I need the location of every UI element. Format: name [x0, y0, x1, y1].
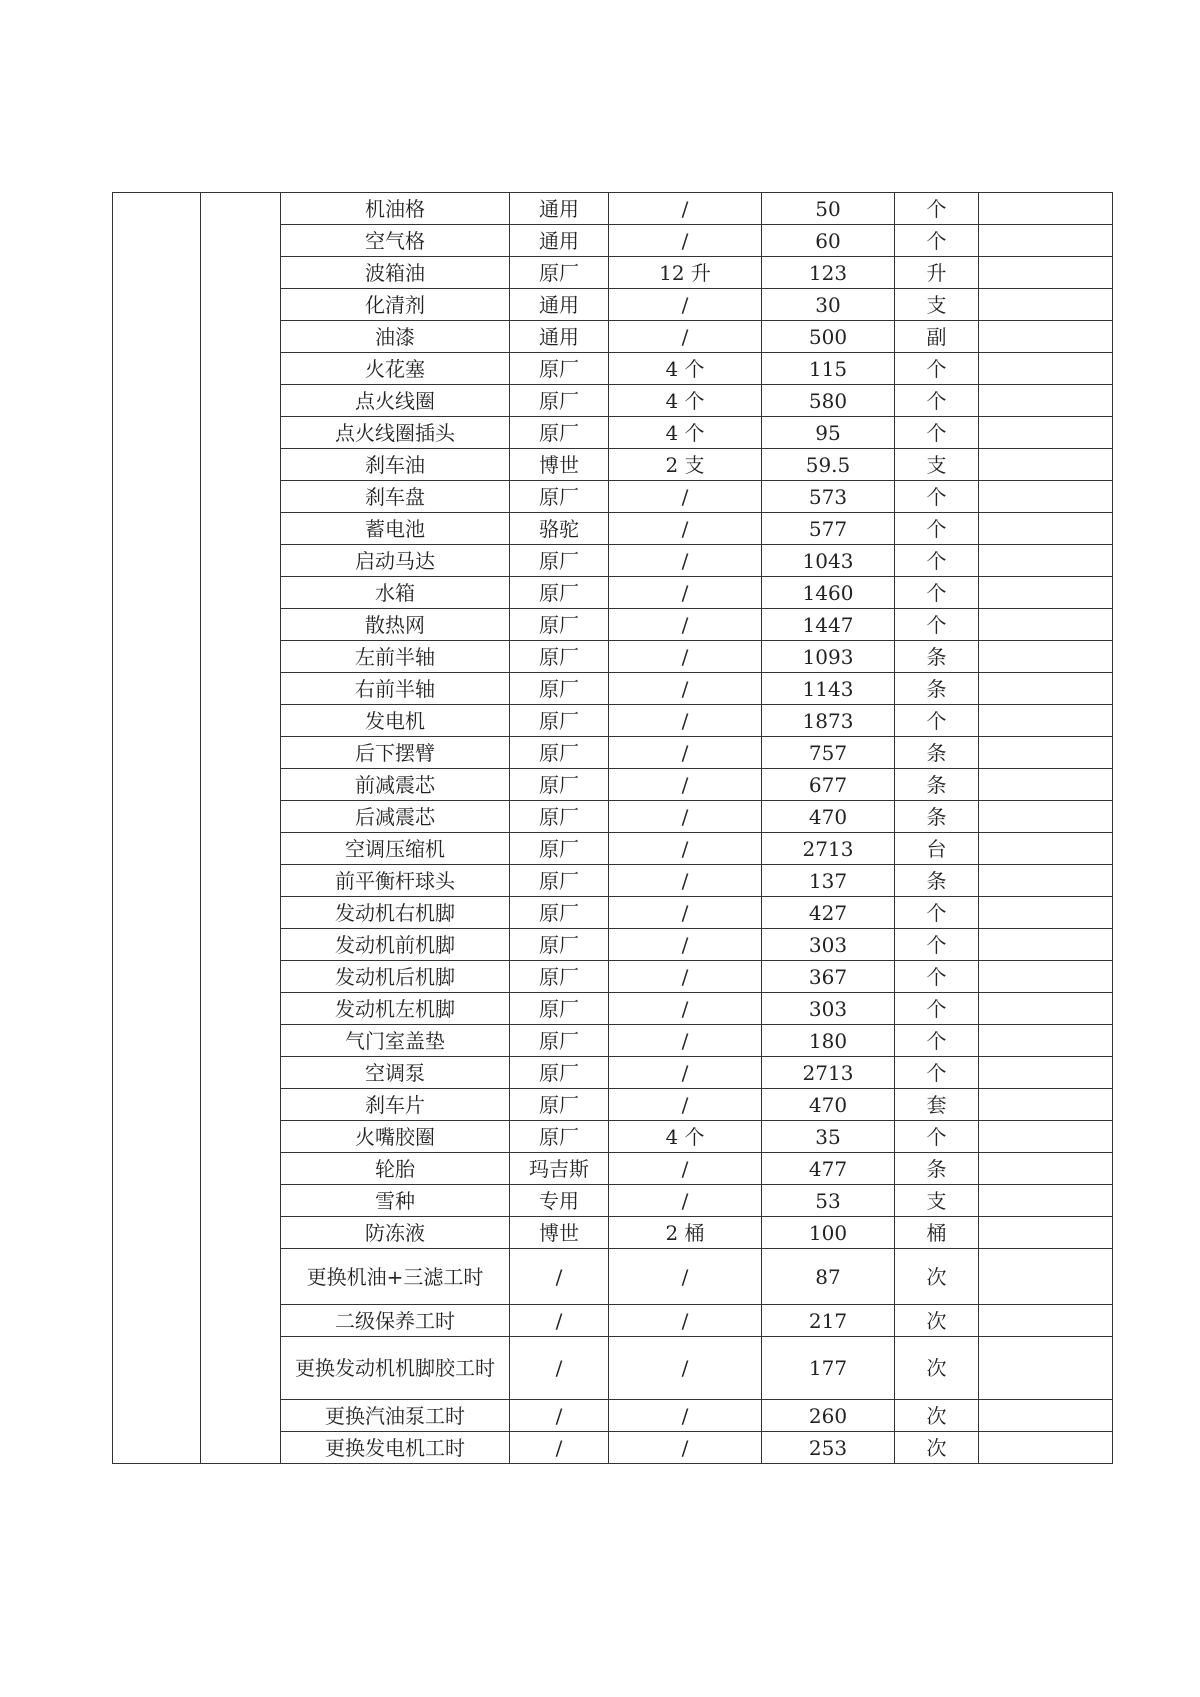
note-cell: [979, 289, 1113, 321]
item-name-cell: 发动机右机脚: [281, 897, 510, 929]
brand-cell: 原厂: [510, 865, 609, 897]
item-name-cell: 火花塞: [281, 353, 510, 385]
item-name-cell: 防冻液: [281, 1217, 510, 1249]
unit-cell: 支: [895, 449, 979, 481]
note-cell: [979, 993, 1113, 1025]
item-name-cell: 发电机: [281, 705, 510, 737]
item-name-cell: 空气格: [281, 225, 510, 257]
item-name-cell: 更换汽油泵工时: [281, 1400, 510, 1432]
item-name-cell: 化清剂: [281, 289, 510, 321]
item-name-cell: 二级保养工时: [281, 1305, 510, 1337]
price-cell: 53: [762, 1185, 895, 1217]
brand-cell: 通用: [510, 193, 609, 225]
note-cell: [979, 417, 1113, 449]
price-cell: 677: [762, 769, 895, 801]
note-cell: [979, 385, 1113, 417]
brand-cell: 原厂: [510, 353, 609, 385]
note-cell: [979, 769, 1113, 801]
spec-cell: 4 个: [609, 385, 762, 417]
unit-cell: 个: [895, 545, 979, 577]
brand-cell: 原厂: [510, 1121, 609, 1153]
note-cell: [979, 1089, 1113, 1121]
price-cell: 180: [762, 1025, 895, 1057]
spec-cell: /: [609, 321, 762, 353]
item-name-cell: 后下摆臂: [281, 737, 510, 769]
spec-cell: /: [609, 897, 762, 929]
price-cell: 60: [762, 225, 895, 257]
unit-cell: 套: [895, 1089, 979, 1121]
spec-cell: /: [609, 481, 762, 513]
note-cell: [979, 481, 1113, 513]
note-cell: [979, 961, 1113, 993]
spec-cell: /: [609, 1025, 762, 1057]
note-cell: [979, 801, 1113, 833]
note-cell: [979, 1400, 1113, 1432]
brand-cell: 原厂: [510, 705, 609, 737]
brand-cell: 原厂: [510, 641, 609, 673]
item-name-cell: 更换机油+三滤工时: [281, 1249, 510, 1305]
note-cell: [979, 449, 1113, 481]
note-cell: [979, 225, 1113, 257]
brand-cell: 原厂: [510, 609, 609, 641]
blank-col-1: [113, 193, 201, 1464]
price-cell: 1460: [762, 577, 895, 609]
brand-cell: 原厂: [510, 545, 609, 577]
item-name-cell: 刹车盘: [281, 481, 510, 513]
unit-cell: 次: [895, 1337, 979, 1400]
spec-cell: /: [609, 993, 762, 1025]
price-cell: 577: [762, 513, 895, 545]
unit-cell: 次: [895, 1249, 979, 1305]
spec-cell: /: [609, 1305, 762, 1337]
brand-cell: 通用: [510, 225, 609, 257]
note-cell: [979, 1249, 1113, 1305]
blank-col-2: [201, 193, 281, 1464]
brand-cell: 玛吉斯: [510, 1153, 609, 1185]
spec-cell: /: [609, 865, 762, 897]
item-name-cell: 刹车油: [281, 449, 510, 481]
brand-cell: 原厂: [510, 1089, 609, 1121]
spec-cell: /: [609, 641, 762, 673]
note-cell: [979, 513, 1113, 545]
price-cell: 470: [762, 801, 895, 833]
spec-cell: /: [609, 577, 762, 609]
spec-cell: /: [609, 1337, 762, 1400]
unit-cell: 个: [895, 577, 979, 609]
brand-cell: 通用: [510, 289, 609, 321]
note-cell: [979, 1432, 1113, 1464]
item-name-cell: 气门室盖垫: [281, 1025, 510, 1057]
price-cell: 757: [762, 737, 895, 769]
unit-cell: 次: [895, 1432, 979, 1464]
spec-cell: /: [609, 1153, 762, 1185]
note-cell: [979, 193, 1113, 225]
brand-cell: 原厂: [510, 929, 609, 961]
brand-cell: /: [510, 1305, 609, 1337]
unit-cell: 个: [895, 1121, 979, 1153]
item-name-cell: 启动马达: [281, 545, 510, 577]
item-name-cell: 更换发动机机脚胶工时: [281, 1337, 510, 1400]
price-cell: 1093: [762, 641, 895, 673]
unit-cell: 升: [895, 257, 979, 289]
unit-cell: 个: [895, 1057, 979, 1089]
item-name-cell: 点火线圈插头: [281, 417, 510, 449]
brand-cell: /: [510, 1432, 609, 1464]
brand-cell: 原厂: [510, 897, 609, 929]
unit-cell: 条: [895, 769, 979, 801]
item-name-cell: 波箱油: [281, 257, 510, 289]
price-cell: 2713: [762, 833, 895, 865]
spec-cell: /: [609, 1432, 762, 1464]
spec-cell: 2 支: [609, 449, 762, 481]
item-name-cell: 空调压缩机: [281, 833, 510, 865]
spec-cell: /: [609, 961, 762, 993]
price-cell: 470: [762, 1089, 895, 1121]
price-cell: 303: [762, 993, 895, 1025]
note-cell: [979, 577, 1113, 609]
price-cell: 59.5: [762, 449, 895, 481]
unit-cell: 个: [895, 961, 979, 993]
unit-cell: 条: [895, 737, 979, 769]
item-name-cell: 更换发电机工时: [281, 1432, 510, 1464]
item-name-cell: 前平衡杆球头: [281, 865, 510, 897]
item-name-cell: 水箱: [281, 577, 510, 609]
price-cell: 253: [762, 1432, 895, 1464]
price-cell: 95: [762, 417, 895, 449]
spec-cell: /: [609, 1400, 762, 1432]
note-cell: [979, 257, 1113, 289]
note-cell: [979, 705, 1113, 737]
price-cell: 2713: [762, 1057, 895, 1089]
note-cell: [979, 833, 1113, 865]
unit-cell: 支: [895, 1185, 979, 1217]
item-name-cell: 刹车片: [281, 1089, 510, 1121]
note-cell: [979, 1121, 1113, 1153]
brand-cell: 原厂: [510, 257, 609, 289]
price-cell: 35: [762, 1121, 895, 1153]
unit-cell: 个: [895, 897, 979, 929]
item-name-cell: 油漆: [281, 321, 510, 353]
price-cell: 500: [762, 321, 895, 353]
unit-cell: 个: [895, 225, 979, 257]
spec-cell: 4 个: [609, 417, 762, 449]
brand-cell: 原厂: [510, 417, 609, 449]
unit-cell: 个: [895, 417, 979, 449]
spec-cell: /: [609, 705, 762, 737]
note-cell: [979, 545, 1113, 577]
note-cell: [979, 1337, 1113, 1400]
spec-cell: /: [609, 833, 762, 865]
price-cell: 1873: [762, 705, 895, 737]
note-cell: [979, 897, 1113, 929]
item-name-cell: 散热网: [281, 609, 510, 641]
brand-cell: 骆驼: [510, 513, 609, 545]
item-name-cell: 发动机前机脚: [281, 929, 510, 961]
item-name-cell: 机油格: [281, 193, 510, 225]
spec-cell: /: [609, 1089, 762, 1121]
unit-cell: 支: [895, 289, 979, 321]
item-name-cell: 左前半轴: [281, 641, 510, 673]
brand-cell: 原厂: [510, 993, 609, 1025]
price-cell: 1043: [762, 545, 895, 577]
note-cell: [979, 865, 1113, 897]
brand-cell: 原厂: [510, 769, 609, 801]
spec-cell: /: [609, 737, 762, 769]
unit-cell: 条: [895, 673, 979, 705]
unit-cell: 条: [895, 801, 979, 833]
unit-cell: 个: [895, 929, 979, 961]
unit-cell: 个: [895, 481, 979, 513]
brand-cell: 原厂: [510, 673, 609, 705]
note-cell: [979, 609, 1113, 641]
unit-cell: 台: [895, 833, 979, 865]
note-cell: [979, 1057, 1113, 1089]
unit-cell: 个: [895, 705, 979, 737]
note-cell: [979, 1305, 1113, 1337]
note-cell: [979, 353, 1113, 385]
item-name-cell: 发动机左机脚: [281, 993, 510, 1025]
item-name-cell: 火嘴胶圈: [281, 1121, 510, 1153]
brand-cell: 原厂: [510, 833, 609, 865]
spec-cell: 4 个: [609, 1121, 762, 1153]
note-cell: [979, 737, 1113, 769]
price-cell: 100: [762, 1217, 895, 1249]
unit-cell: 个: [895, 353, 979, 385]
item-name-cell: 雪种: [281, 1185, 510, 1217]
price-cell: 477: [762, 1153, 895, 1185]
unit-cell: 桶: [895, 1217, 979, 1249]
price-cell: 260: [762, 1400, 895, 1432]
note-cell: [979, 321, 1113, 353]
note-cell: [979, 929, 1113, 961]
item-name-cell: 空调泵: [281, 1057, 510, 1089]
unit-cell: 条: [895, 1153, 979, 1185]
item-name-cell: 轮胎: [281, 1153, 510, 1185]
price-cell: 177: [762, 1337, 895, 1400]
spec-cell: /: [609, 1249, 762, 1305]
unit-cell: 副: [895, 321, 979, 353]
note-cell: [979, 641, 1113, 673]
price-cell: 115: [762, 353, 895, 385]
brand-cell: 原厂: [510, 961, 609, 993]
item-name-cell: 右前半轴: [281, 673, 510, 705]
brand-cell: /: [510, 1400, 609, 1432]
price-cell: 580: [762, 385, 895, 417]
brand-cell: 原厂: [510, 1025, 609, 1057]
spec-cell: /: [609, 609, 762, 641]
unit-cell: 次: [895, 1305, 979, 1337]
note-cell: [979, 1185, 1113, 1217]
spec-cell: /: [609, 1185, 762, 1217]
price-cell: 1143: [762, 673, 895, 705]
item-name-cell: 蓄电池: [281, 513, 510, 545]
brand-cell: 博世: [510, 449, 609, 481]
unit-cell: 个: [895, 385, 979, 417]
note-cell: [979, 1153, 1113, 1185]
unit-cell: 个: [895, 193, 979, 225]
brand-cell: 原厂: [510, 385, 609, 417]
brand-cell: 原厂: [510, 481, 609, 513]
spec-cell: 4 个: [609, 353, 762, 385]
brand-cell: 原厂: [510, 737, 609, 769]
price-cell: 30: [762, 289, 895, 321]
spec-cell: /: [609, 1057, 762, 1089]
item-name-cell: 点火线圈: [281, 385, 510, 417]
price-cell: 123: [762, 257, 895, 289]
spec-cell: /: [609, 193, 762, 225]
spec-cell: /: [609, 513, 762, 545]
unit-cell: 个: [895, 609, 979, 641]
item-name-cell: 发动机后机脚: [281, 961, 510, 993]
spec-cell: /: [609, 225, 762, 257]
spec-cell: 2 桶: [609, 1217, 762, 1249]
price-cell: 573: [762, 481, 895, 513]
brand-cell: 通用: [510, 321, 609, 353]
unit-cell: 次: [895, 1400, 979, 1432]
price-cell: 217: [762, 1305, 895, 1337]
brand-cell: /: [510, 1249, 609, 1305]
unit-cell: 个: [895, 513, 979, 545]
unit-cell: 条: [895, 641, 979, 673]
item-name-cell: 前减震芯: [281, 769, 510, 801]
brand-cell: 专用: [510, 1185, 609, 1217]
brand-cell: 原厂: [510, 801, 609, 833]
spec-cell: /: [609, 801, 762, 833]
note-cell: [979, 1217, 1113, 1249]
parts-price-table: [112, 192, 1113, 1464]
brand-cell: /: [510, 1337, 609, 1400]
price-cell: 367: [762, 961, 895, 993]
note-cell: [979, 1025, 1113, 1057]
table-row: [113, 193, 1113, 225]
unit-cell: 条: [895, 865, 979, 897]
brand-cell: 原厂: [510, 577, 609, 609]
price-cell: 427: [762, 897, 895, 929]
unit-cell: 个: [895, 993, 979, 1025]
spec-cell: /: [609, 673, 762, 705]
spec-cell: /: [609, 545, 762, 577]
brand-cell: 原厂: [510, 1057, 609, 1089]
price-cell: 137: [762, 865, 895, 897]
item-name-cell: 后减震芯: [281, 801, 510, 833]
spec-cell: /: [609, 289, 762, 321]
spec-cell: 12 升: [609, 257, 762, 289]
table-body: [113, 193, 1113, 1464]
unit-cell: 个: [895, 1025, 979, 1057]
spec-cell: /: [609, 929, 762, 961]
brand-cell: 博世: [510, 1217, 609, 1249]
price-cell: 303: [762, 929, 895, 961]
spec-cell: /: [609, 769, 762, 801]
price-cell: 1447: [762, 609, 895, 641]
price-cell: 50: [762, 193, 895, 225]
note-cell: [979, 673, 1113, 705]
price-cell: 87: [762, 1249, 895, 1305]
